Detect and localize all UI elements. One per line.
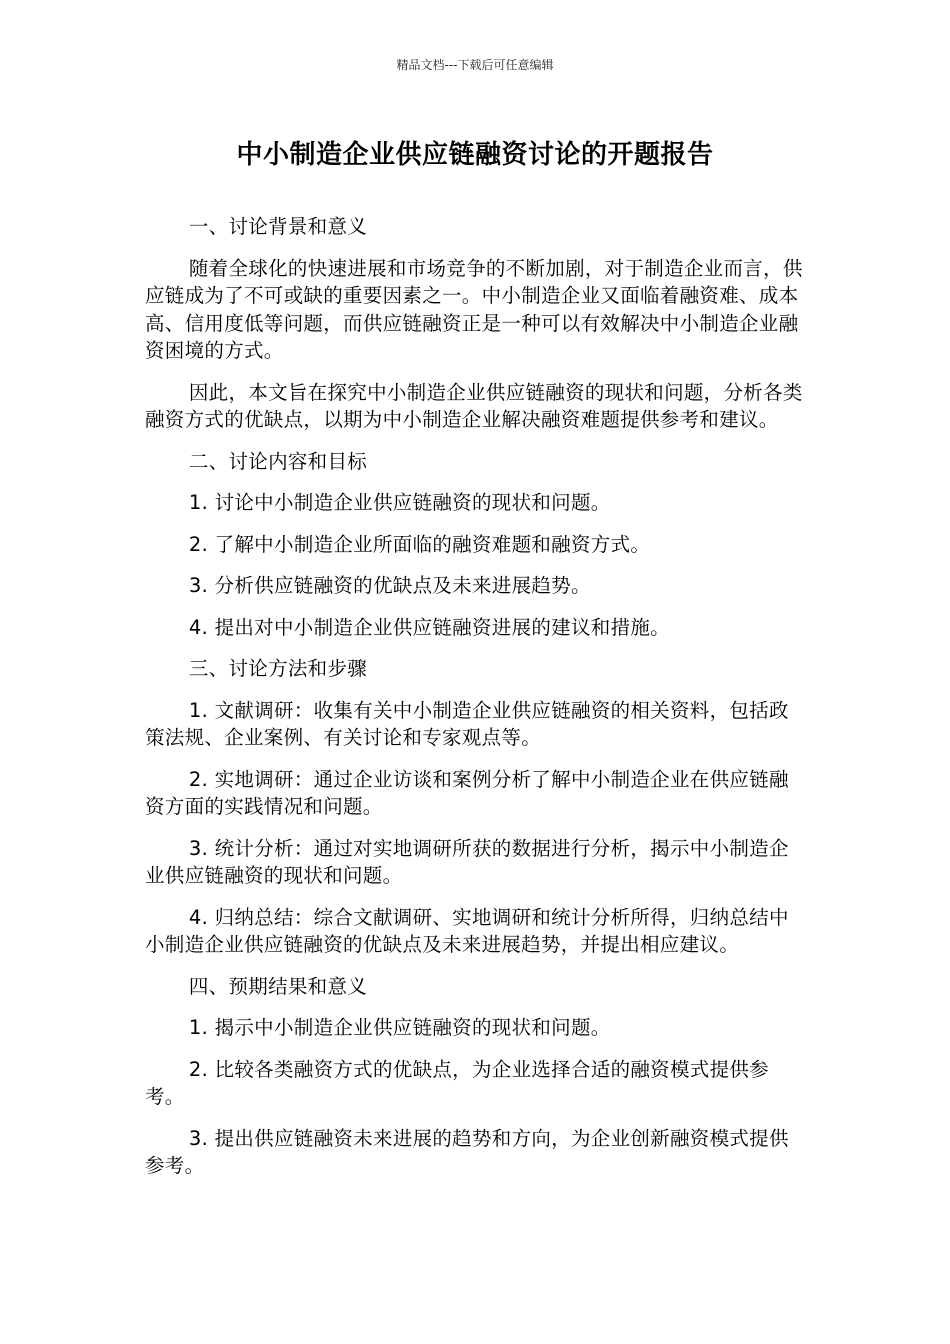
document-title: 中小制造企业供应链融资讨论的开题报告	[236, 140, 714, 170]
list-item-content-2: 2. 了解中小制造企业所面临的融资难题和融资方式。	[188, 532, 651, 556]
section-heading-background: 一、讨论背景和意义	[188, 215, 368, 238]
section-heading-methods: 三、讨论方法和步骤	[188, 657, 368, 680]
list-item-content-4: 4. 提出对中小制造企业供应链融资进展的建议和措施。	[188, 615, 670, 639]
paragraph-background: 随着全球化的快速进展和市场竞争的不断加剧，对于制造企业而言，供应链成为了不可或缺的重要因素之一。中小制造企业又面临着融资难、成本高、信用度低等问题，而供应链融资正是一种可以有效解决中小制造企业融资困境的方式。	[145, 256, 803, 362]
list-item-content-3: 3. 分析供应链融资的优缺点及未来进展趋势。	[188, 574, 591, 597]
list-item-result-2: 2. 比较各类融资方式的优缺点，为企业选择合适的融资模式提供参考。	[145, 1057, 769, 1108]
section-heading-expected-results: 四、预期结果和意义	[188, 974, 368, 998]
page-header: 精品文档---下载后可任意编辑	[396, 58, 554, 72]
list-item-method-4: 4. 归纳总结：综合文献调研、实地调研和统计分析所得，归纳总结中小制造企业供应链融资的优缺点及未来进展趋势，并提出相应建议。	[145, 905, 789, 956]
list-item-method-1: 1. 文献调研：收集有关中小制造企业供应链融资的相关资料，包括政策法规、企业案例、有关讨论和专家观点等。	[145, 698, 789, 749]
document-body	[145, 213, 805, 1194]
list-item-result-3: 3. 提出供应链融资未来进展的趋势和方向，为企业创新融资模式提供参考。	[145, 1126, 789, 1177]
list-item-content-1: 1. 讨论中小制造企业供应链融资的现状和问题。	[188, 491, 611, 514]
list-item-result-1: 1. 揭示中小制造企业供应链融资的现状和问题。	[188, 1016, 611, 1039]
paragraph-purpose: 因此，本文旨在探究中小制造企业供应链融资的现状和问题，分析各类融资方式的优缺点，以期为中小制造企业解决融资难题提供参考和建议。	[145, 380, 803, 431]
list-item-method-2: 2. 实地调研：通过企业访谈和案例分析了解中小制造企业在供应链融资方面的实践情况和问题。	[145, 767, 789, 818]
section-heading-content-goals: 二、讨论内容和目标	[188, 449, 368, 473]
list-item-method-3: 3. 统计分析：通过对实地调研所获的数据进行分析，揭示中小制造企业供应链融资的现状和问题。	[145, 836, 789, 887]
